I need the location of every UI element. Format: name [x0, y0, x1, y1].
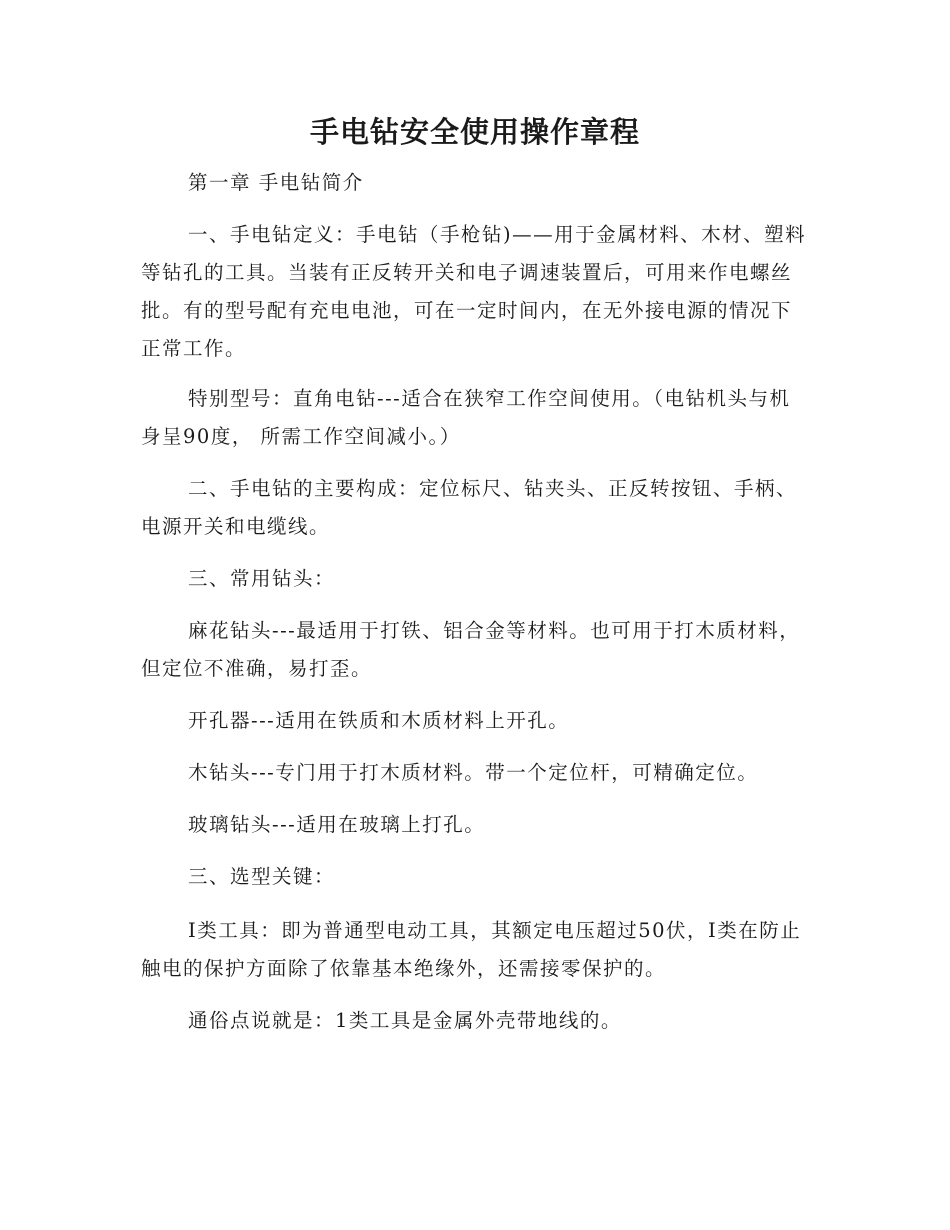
document-title: 手电钻安全使用操作章程	[309, 115, 640, 149]
paragraph-hole-opener: 开孔器---适用在铁质和木质材料上开孔。	[188, 709, 570, 732]
section-heading-drill-bits: 三、常用钻头：	[188, 567, 336, 590]
paragraph-glass-bit: 玻璃钻头---适用在玻璃上打孔。	[188, 813, 486, 836]
paragraph-wood-bit: 木钻头---专门用于打木质材料。带一个定位杆，可精确定位。	[188, 761, 759, 784]
chapter-heading: 第一章 手电钻简介	[188, 171, 364, 194]
paragraph-class-one-tools: Ⅰ类工具：即为普通型电动工具，其额定电压超过50伏，Ⅰ类在防止触电的保护方面除了依靠基本绝缘外，还需接零保护的。	[141, 919, 802, 980]
paragraph-plain-explanation: 通俗点说就是：1类工具是金属外壳带地线的。	[188, 1009, 622, 1032]
paragraph-special-model: 特别型号：直角电钻---适合在狭窄工作空间使用。（电钻机头与机身呈90度， 所需工作空间减小。）	[141, 387, 791, 448]
paragraph-components: 二、手电钻的主要构成：定位标尺、钻夹头、正反转按钮、手柄、电源开关和电缆线。	[141, 477, 798, 538]
paragraph-definition: 一、手电钻定义：手电钻（手枪钻)——用于金属材料、木材、塑料等钻孔的工具。当装有正反转开关和电子调速装置后，可用来作电螺丝批。有的型号配有充电电池，可在一定时间内，在无外接电源的情况下正常工作。	[141, 223, 807, 360]
paragraph-twist-bit: 麻花钻头---最适用于打铁、铝合金等材料。也可用于打木质材料，但定位不准确，易打歪。	[141, 619, 801, 680]
section-heading-selection: 三、选型关键：	[188, 865, 336, 888]
